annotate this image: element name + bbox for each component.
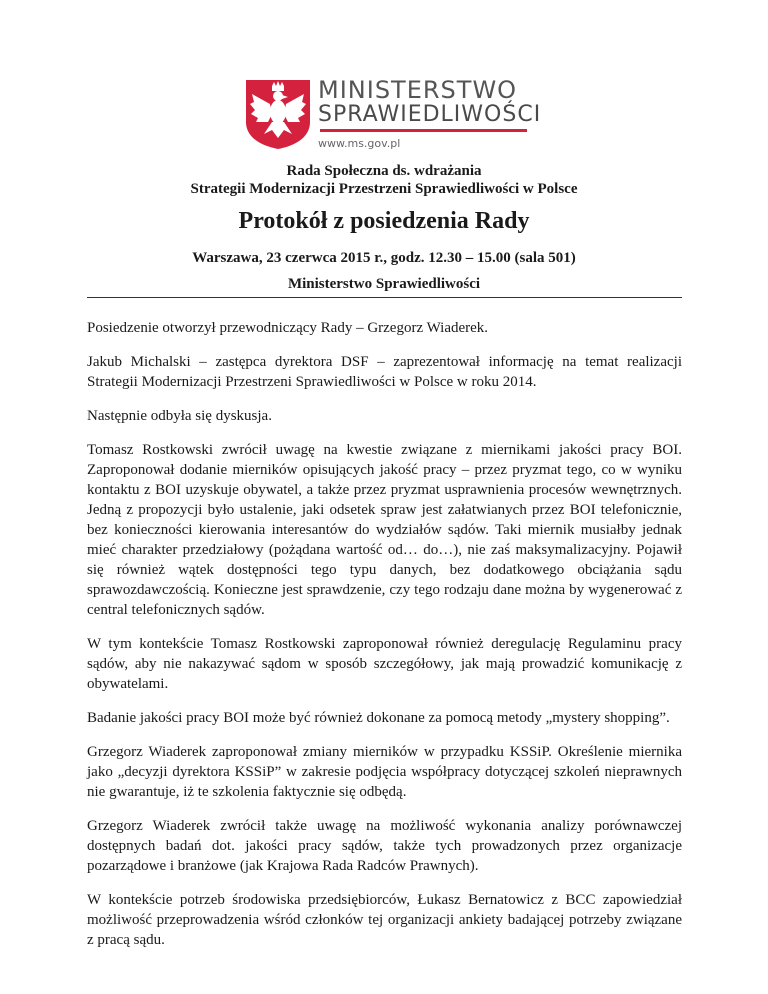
council-name-line2: Strategii Modernizacji Przestrzeni Sprawiedliwości w Polsce xyxy=(190,181,578,197)
document-title: Protokół z posiedzenia Rady xyxy=(238,208,530,234)
ministry-name-line1: MINISTERSTWO xyxy=(318,76,518,104)
council-name xyxy=(0,162,768,198)
meeting-info: Warszawa, 23 czerwca 2015 r., godz. 12.30 – 15.00 (sala 501) xyxy=(192,250,576,266)
paragraph: Tomasz Rostkowski zwrócił uwagę na kwestie związane z miernikami jakości pracy BOI. Zaproponował dodanie mierników opisujących jakość pracy – przez pryzmat tego, co w wyniku kontaktu z BOI uzyskuje obywatel, a także przez pryzmat usprawnienia procesów wewnętrznych. Jedną z propozycji było ustalenie, jaki odsetek spraw jest załatwianych przez BOI telefonicznie, bez konieczności kierowania interesantów do wydziałów sądów. Taki miernik musiałby jednak mieć charakter przedziałowy (pożądana wartość od… do…), nie zaś maksymalizacyjny. Pojawił się również wątek dostępności tego typu danych, bez dodatkowego obciążania sądu sprawozdawczością. Konieczne jest sprawdzenie, czy tego rodzaju dane można by wygenerować z central telefonicznych sądów. xyxy=(87,442,682,618)
paragraph: Posiedzenie otworzył przewodniczący Rady – Grzegorz Wiaderek. xyxy=(87,320,489,336)
paragraph: Jakub Michalski – zastępca dyrektora DSF – zaprezentował informację na temat realizacji Strategii Modernizacji Przestrzeni Sprawiedliwości w Polsce w roku 2014. xyxy=(87,354,682,390)
paragraph: Grzegorz Wiaderek zaproponował zmiany mierników w przypadku KSSiP. Określenie miernika jako „decyzji dyrektora KSSiP” w zakresie podjęcia współpracy dotyczącej szkoleń nieprawnych nie gwarantuje, iż te szkolenia faktycznie się odbędą. xyxy=(87,744,682,800)
ministry-name-line2: SPRAWIEDLIWOŚCI xyxy=(318,102,542,127)
paragraph: Grzegorz Wiaderek zwrócił także uwagę na możliwość wykonania analizy porównawczej dostępnych badań dot. jakości pracy sądów, także tych prowadzonych przez organizacje pozarządowe i branżowe (jak Krajowa Rada Radców Prawnych). xyxy=(87,818,682,874)
paragraph: W tym kontekście Tomasz Rostkowski zaproponował również deregulację Regulaminu pracy sądów, aby nie nakazywać sądom w sposób szczegółowy, jak mają prowadzić komunikację z obywatelami. xyxy=(87,636,682,692)
paragraph: Badanie jakości pracy BOI może być również dokonane za pomocą metody „mystery shopping”. xyxy=(87,710,670,726)
minutes-body xyxy=(87,318,682,964)
logo-divider xyxy=(320,129,527,132)
paragraph: W kontekście potrzeb środowiska przedsiębiorców, Łukasz Bernatowicz z BCC zapowiedział możliwość przeprowadzenia wśród członków tej organizacji ankiety badającej potrzeby związane z pracą sądu. xyxy=(87,892,682,948)
polish-eagle-emblem-icon xyxy=(244,78,312,150)
header-divider xyxy=(87,297,682,298)
council-name-line1: Rada Społeczna ds. wdrażania xyxy=(286,163,482,179)
ministry-url: www.ms.gov.pl xyxy=(318,137,401,150)
organization-name: Ministerstwo Sprawiedliwości xyxy=(287,276,481,292)
ministry-logo xyxy=(244,76,542,154)
paragraph: Następnie odbyła się dyskusja. xyxy=(87,408,272,424)
